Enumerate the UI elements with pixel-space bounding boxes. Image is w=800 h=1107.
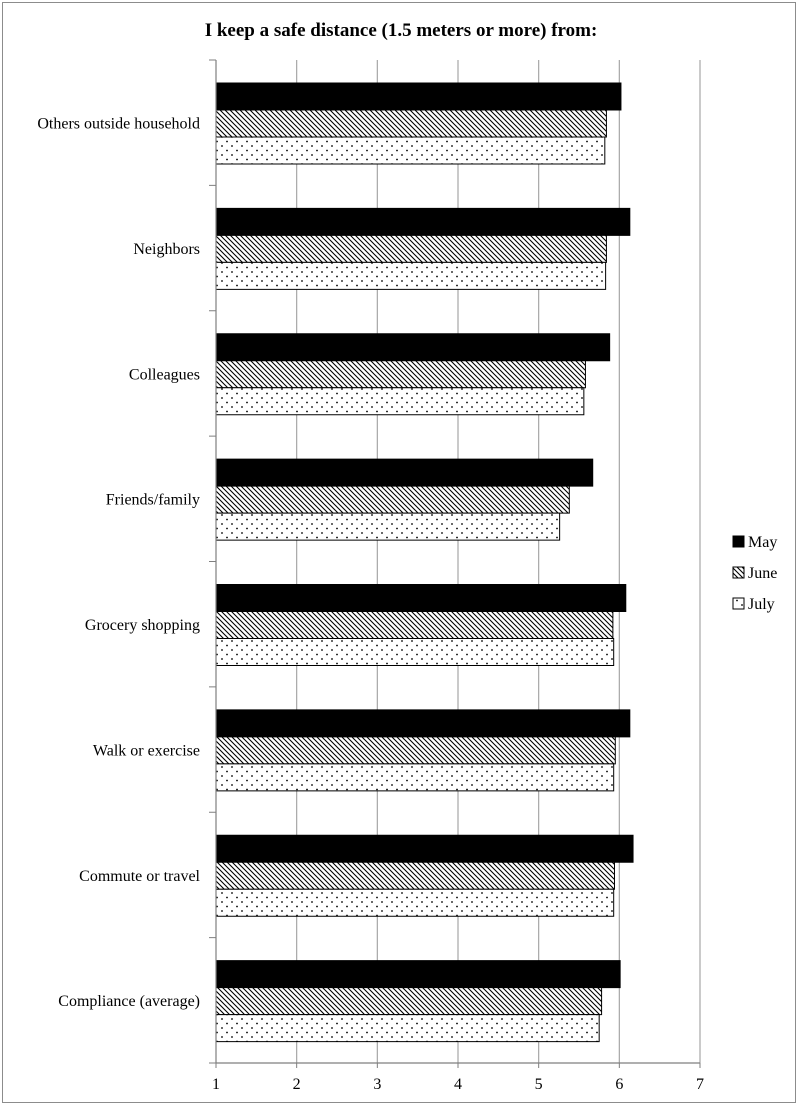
bar-july [216, 764, 614, 791]
bar-june [216, 361, 585, 388]
bar-june [216, 862, 614, 889]
bar-june [216, 235, 606, 262]
category-label: Grocery shopping [84, 617, 200, 634]
legend [733, 534, 777, 613]
x-tick-label: 6 [615, 1076, 624, 1093]
category-label: Neighbors [133, 240, 200, 258]
bar-june [216, 110, 606, 137]
bar-july [216, 137, 605, 164]
bar-june [216, 988, 602, 1015]
chart-title: I keep a safe distance (1.5 meters or more) from: [204, 20, 598, 41]
bar-may [216, 334, 610, 361]
bar-may [216, 459, 593, 486]
legend-swatch-may [733, 536, 744, 547]
bar-may [216, 835, 633, 862]
bar-may [216, 208, 630, 235]
x-tick-label: 1 [212, 1076, 220, 1093]
bar-june [216, 612, 613, 639]
x-tick-label: 2 [292, 1076, 301, 1093]
bar-may [216, 710, 630, 737]
legend-swatch-june [733, 567, 744, 578]
legend-label-may: May [748, 534, 778, 551]
x-tick-label: 7 [696, 1076, 704, 1093]
bar-may [216, 83, 621, 110]
x-tick-label: 5 [534, 1076, 543, 1093]
category-label: Walk or exercise [92, 742, 200, 760]
bar-july [216, 639, 614, 666]
bars [216, 83, 633, 1042]
legend-swatch-july [733, 598, 744, 609]
bar-july [216, 1015, 599, 1042]
x-tick-label: 3 [373, 1076, 382, 1093]
tick-labels [212, 1076, 704, 1093]
bar-june [216, 486, 569, 513]
bar-july [216, 262, 606, 289]
category-label: Commute or travel [79, 867, 200, 885]
category-label: Friends/family [105, 491, 200, 509]
bar-may [216, 961, 620, 988]
bar-july [216, 388, 584, 415]
legend-label-july: July [748, 596, 775, 613]
bar-may [216, 585, 626, 612]
bar-july [216, 889, 614, 916]
category-labels [37, 116, 200, 1011]
category-label: Others outside household [37, 115, 200, 133]
x-tick-label: 4 [454, 1076, 462, 1093]
category-label: Colleagues [128, 366, 200, 384]
legend-label-june: June [748, 565, 778, 582]
bar-july [216, 513, 560, 540]
bar-june [216, 737, 615, 764]
category-label: Compliance (average) [58, 993, 200, 1011]
